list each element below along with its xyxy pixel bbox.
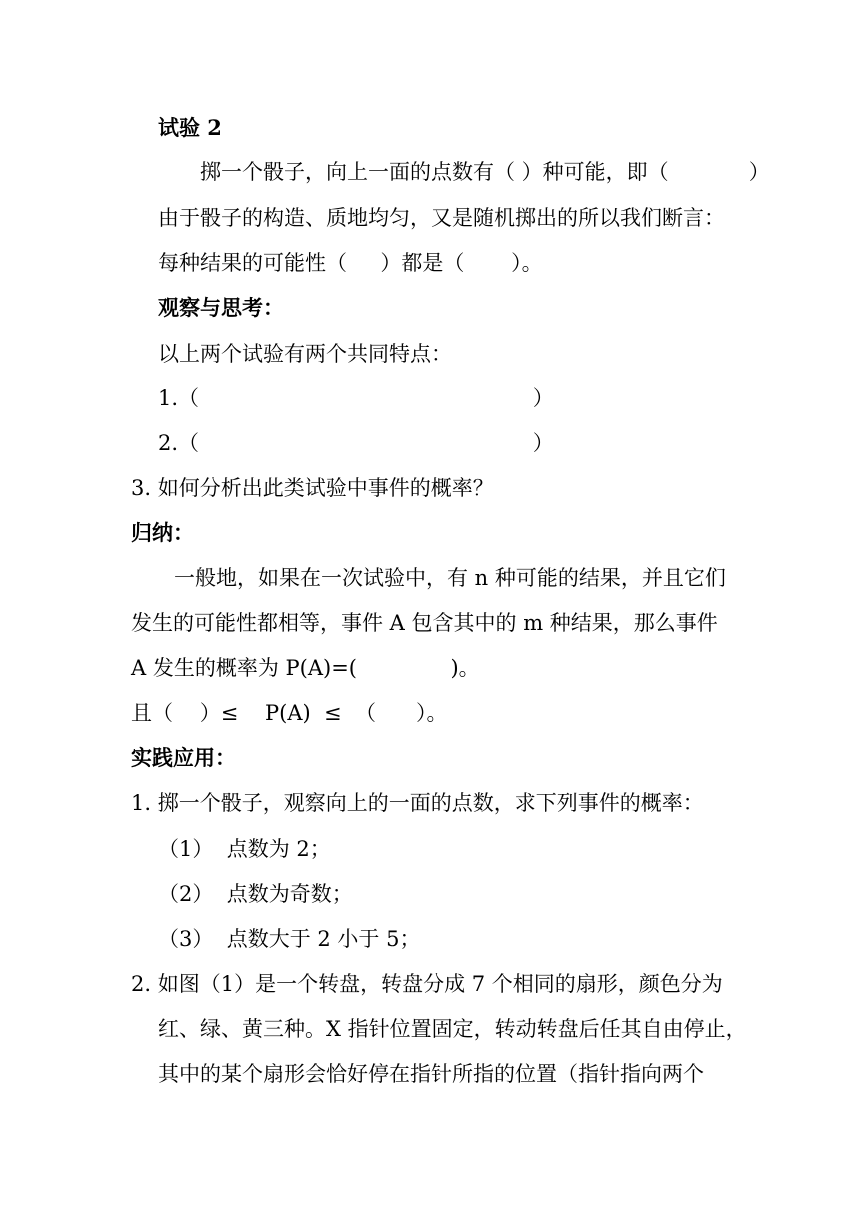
heading-summary: 归纳： (131, 520, 194, 545)
paragraph-line: A 发生的概率为 P(A)=( )。 (131, 656, 480, 680)
paragraph-line: 且（ ）≤ P(A) ≤ （ ）。 (131, 701, 448, 725)
paragraph-line: 发生的可能性都相等，事件 A 包含其中的 m 种结果，那么事件 (131, 611, 718, 635)
question-item: 1. 掷一个骰子，观察向上的一面的点数，求下列事件的概率： (131, 791, 704, 815)
paragraph-line: 由于骰子的构造、质地均匀，又是随机掷出的所以我们断言： (158, 206, 725, 230)
paragraph-line: 其中的某个扇形会恰好停在指针所指的位置（指针指向两个 (158, 1062, 704, 1086)
paragraph-line: 以上两个试验有两个共同特点： (158, 342, 452, 366)
list-item: 2.（ ） (158, 431, 554, 455)
question-item: 3. 如何分析出此类试验中事件的概率？ (131, 476, 494, 500)
list-item: 1.（ ） (158, 386, 554, 410)
sub-question-item: （2） 点数为奇数； (158, 882, 353, 906)
heading-observe-think: 观察与思考： (158, 295, 284, 320)
sub-question-item: （3） 点数大于 2 小于 5； (158, 927, 421, 951)
paragraph-line: 红、绿、黄三种。X 指针位置固定，转动转盘后任其自由停止， (158, 1017, 747, 1041)
paragraph-line: 每种结果的可能性（ ）都是（ ）。 (158, 251, 543, 275)
question-item: 2. 如图（1）是一个转盘，转盘分成 7 个相同的扇形，颜色分为 (131, 972, 723, 996)
paragraph-line: 一般地，如果在一次试验中，有 n 种可能的结果，并且它们 (174, 566, 726, 590)
heading-experiment-2: 试验 2 (158, 115, 222, 140)
paragraph-line: 掷一个骰子，向上一面的点数有（ ）种可能，即（ ） (200, 160, 770, 184)
heading-practice: 实践应用： (131, 745, 236, 770)
sub-question-item: （1） 点数为 2； (158, 837, 331, 861)
